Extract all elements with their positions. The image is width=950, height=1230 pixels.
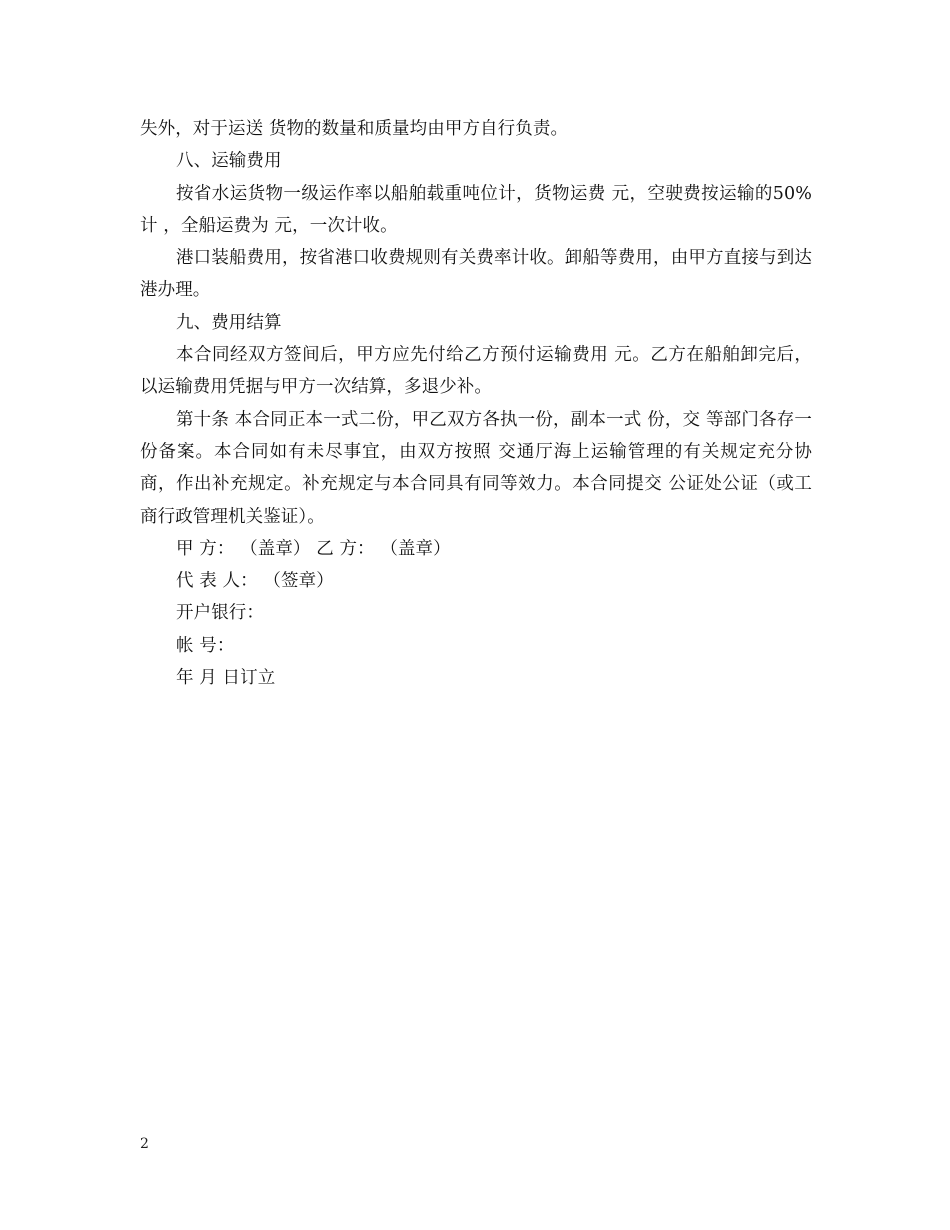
- bank-line: 开户银行：: [176, 603, 264, 624]
- account-number-line: 帐 号：: [176, 635, 235, 656]
- signature-representative-line: 代 表 人： （签章）: [176, 571, 334, 592]
- paragraph-prepayment: 本合同经双方签间后，甲方应先付给乙方预付运输费用 元。乙方在船舶卸完后，以运输费用凭据与甲方一次结算，多退少补。: [140, 345, 812, 398]
- section-heading-transport-fees: 八、运输费用: [176, 151, 282, 172]
- signature-party-line: 甲 方： （盖章） 乙 方： （盖章）: [176, 538, 451, 559]
- paragraph-article-ten: 第十条 本合同正本一式二份，甲乙双方各执一份，副本一式 份，交 等部门各存一份备案。本合同如有未尽事宜，由双方按照 交通厅海上运输管理的有关规定充分协商，作出补充规定。补充规定与本合同具有同等效力。本合同提交 公证处公证（或工商行政管理机关鉴证）。: [140, 409, 812, 527]
- paragraph-continuation: 失外，对于运送 货物的数量和质量均由甲方自行负责。: [140, 119, 569, 139]
- paragraph-port-loading-fees: 港口装船费用，按省港口收费规则有关费率计收。卸船等费用，由甲方直接与到达港办理。: [140, 248, 812, 301]
- date-line: 年 月 日订立: [176, 668, 276, 689]
- paragraph-freight-rate: 按省水运货物一级运作率以船舶载重吨位计，货物运费 元，空驶费按运输的50%计 ，全船运费为 元，一次计收。: [140, 183, 812, 236]
- section-heading-fee-settlement: 九、费用结算: [176, 312, 282, 333]
- page-number: 2: [140, 1136, 149, 1152]
- document-body: [140, 113, 812, 694]
